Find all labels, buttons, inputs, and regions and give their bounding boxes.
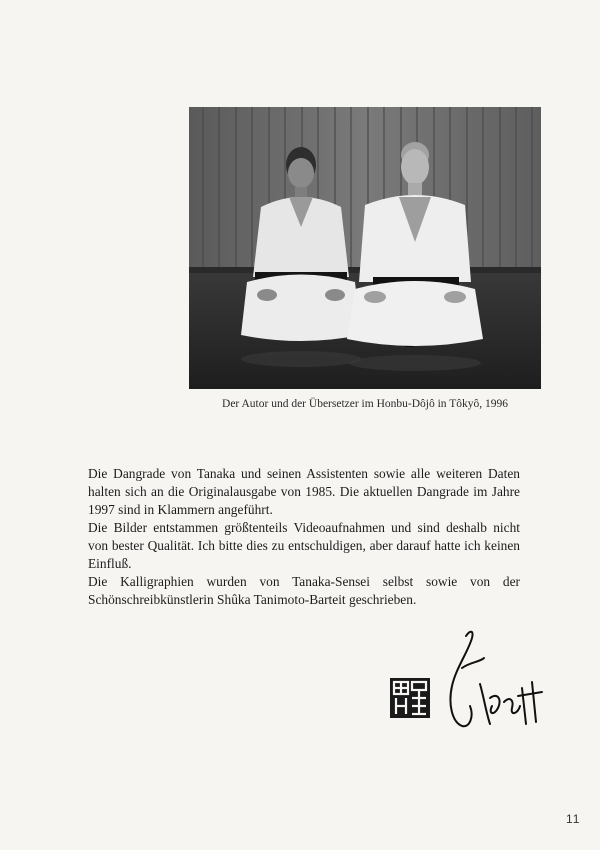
paragraph-calligraphy: Die Kalligraphien wurden von Tanaka-Sensei selbst sowie von der Schönschreibkünstlerin Shûka Tanimoto-Barteit geschrieben.: [88, 574, 520, 607]
seal-stamp: [388, 676, 432, 720]
paragraph-dan-grades: Die Dangrade von Tanaka und seinen Assistenten sowie alle weiteren Daten halten sich an die Originalausgabe von 1985. Die aktuellen Dangrade im Jahre 1997 sind in Klammern angeführt.: [88, 466, 520, 517]
handwritten-signature: [440, 628, 550, 738]
photo-author-and-translator: [189, 107, 541, 389]
photo-caption: Der Autor und der Übersetzer im Honbu-Dôjô in Tôkyô, 1996: [222, 398, 508, 410]
paragraph-image-quality: Die Bilder entstammen größtenteils Videoaufnahmen und sind deshalb nicht von bester Qualität. Ich bitte dies zu entschuldigen, aber darauf hatte ich keinen Einfluß.: [88, 520, 520, 571]
page-number: 11: [566, 812, 581, 826]
body-text: [88, 465, 520, 609]
